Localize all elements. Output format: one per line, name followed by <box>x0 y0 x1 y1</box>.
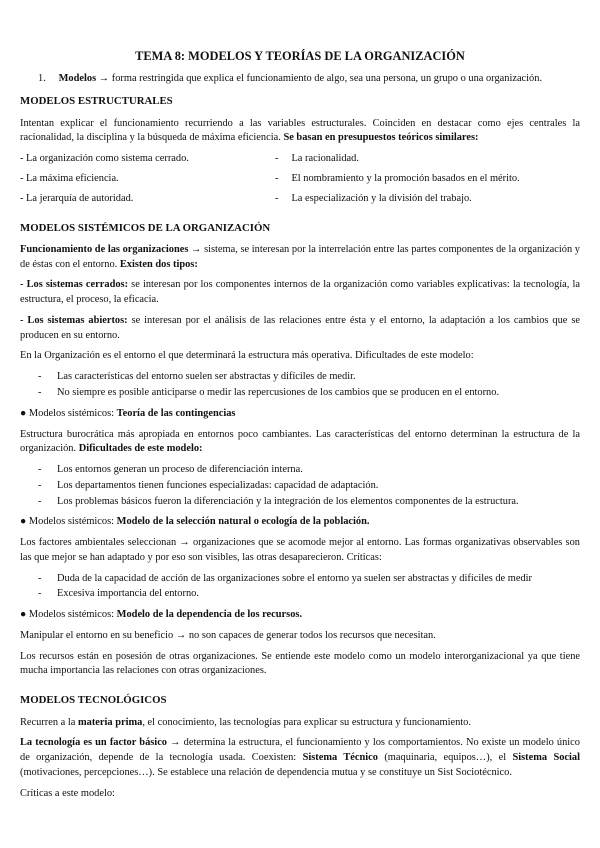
list-item <box>38 587 580 602</box>
dificultades-list <box>20 370 580 401</box>
contingencias-list <box>20 463 580 509</box>
grid-cell: - El nombramiento y la promoción basados en el mérito. <box>275 173 520 184</box>
arrow-symbol: → <box>98 72 110 84</box>
contingencias-text: Estructura burocrática más apropiada en entornos poco cambiantes. Las características del entorno determinan la estructura de la organización. <box>20 428 580 455</box>
func-text: sistema, se interesan por la interrelación entre las partes componentes de la organización y de éstas con el entorno. <box>20 243 580 270</box>
tecnologicos-paragraph-1 <box>20 716 580 731</box>
dependencia-text-a: Manipular el entorno en su beneficio <box>20 629 174 641</box>
item-number: 1. <box>38 72 46 84</box>
list-text: Excesiva importancia del entorno. <box>57 588 199 600</box>
estructurales-intro <box>20 117 580 147</box>
list-text: No siempre es posible anticiparse o medir las repercusiones de los cambios que se producen en el entorno. <box>57 386 500 398</box>
seleccion-paragraph <box>20 536 580 566</box>
heading-tecnologicos: MODELOS TECNOLÓGICOS <box>20 694 167 707</box>
contingencias-paragraph <box>20 428 580 458</box>
item-text: forma restringida que explica el funcionamiento de algo, sea una persona, un grupo o una organización. <box>111 72 543 84</box>
list-item <box>38 479 580 494</box>
p2-bold2: Sistema Técnico <box>302 752 378 764</box>
cerrados-bold: - Los sistemas cerrados: <box>20 279 129 291</box>
heading-sistemicos: MODELOS SISTÉMICOS DE LA ORGANIZACIÓN <box>20 221 271 234</box>
p2-text-c: (motivaciones, percepciones…). Se establece una relación de dependencia mutua y se constituye un Sist Sociotécnico. <box>20 766 512 778</box>
arrow-symbol: → <box>179 537 190 549</box>
bullet-prefix: Modelos sistémicos: <box>28 609 115 621</box>
dependencia-paragraph-2: Los recursos están en posesión de otras organizaciones. Se entiende este modelo como un modelo interorganizacional ya que tiene mucha importancia las relaciones con otras organizaciones. <box>20 650 580 677</box>
dash-marker: - <box>38 479 42 491</box>
numbered-item-modelos <box>20 72 580 87</box>
page-title: TEMA 8: MODELOS Y TEORÍAS DE LA ORGANIZACIÓN <box>135 49 465 63</box>
list-text: Duda de la capacidad de acción de las organizaciones sobre el entorno ya suelen ser abstractas y difíciles de medir <box>57 572 532 584</box>
func-bold2: Existen dos tipos: <box>119 258 198 270</box>
p1-text-b: , el conocimiento, las tecnologías para explicar su estructura y funcionamiento. <box>142 716 471 728</box>
contingencias-bold: Dificultades de este modelo: <box>78 443 203 455</box>
bullet-icon: ● <box>20 407 27 419</box>
bullet-bold: Modelo de la dependencia de los recursos. <box>116 609 303 621</box>
dash-marker: - <box>38 588 42 600</box>
seleccion-text-a: Los factores ambientales seleccionan <box>20 537 177 549</box>
list-item <box>38 495 580 510</box>
p2-bold: La tecnología es un factor básico <box>20 737 167 749</box>
func-bold: Funcionamiento de las organizaciones <box>20 243 189 255</box>
dash-marker: - <box>38 371 42 383</box>
grid-cell: - La máxima eficiencia. <box>20 173 119 184</box>
list-item <box>38 463 580 478</box>
p2-text-a: determina la estructura, el funcionamiento y los comportamientos. No existe un modelo único de organización, depende de la tecnología usada. Coexisten: <box>20 737 580 764</box>
cerrados-text: se interesan por los componentes internos de la organización como variables explicativas: la tecnología, la estructura, el proceso, la eficacia. <box>20 279 580 306</box>
p1-text-a: Recurren a la <box>20 716 76 728</box>
grid-cell: - La especialización y la división del trabajo. <box>275 192 472 204</box>
abiertos-bold: - Los sistemas abiertos: <box>20 314 128 326</box>
p1-bold: materia prima <box>78 716 143 728</box>
list-text: Los problemas básicos fueron la diferenciación y la integración de los elementos componentes de la estructura. <box>57 495 519 507</box>
bullet-prefix: Modelos sistémicos: <box>28 407 115 419</box>
dash-marker: - <box>38 572 42 584</box>
intro-text: Intentan explicar el funcionamiento recurriendo a las variables estructurales. Coinciden en destacar como ejes centrales la racionalidad, la disciplina y la búsqueda de máxima eficiencia. <box>20 117 580 144</box>
bullet-dependencia <box>20 608 580 623</box>
dependencia-text-b: no son capaces de generar todos los recursos que necesitan. <box>188 629 436 641</box>
seleccion-text-b: organizaciones que se acomode mejor al entorno. Las formas organizativas observables son las que mejor se han adaptado y por eso son visibles, las otras desaparecieron. Críticas: <box>20 537 580 563</box>
list-text: Los departamentos tienen funciones especializadas: capacidad de adaptación. <box>57 479 379 491</box>
grid-cell: - La organización como sistema cerrado. <box>20 153 189 165</box>
bullet-icon: ● <box>20 516 27 528</box>
tecnologicos-paragraph-2 <box>20 736 580 780</box>
abiertos-paragraph <box>20 314 580 344</box>
bullet-icon: ● <box>20 609 27 621</box>
abiertos-text: se interesan por el análisis de las relaciones entre ésta y el entorno, la adaptación a los cambios que se producen en su entorno. <box>20 314 580 341</box>
cerrados-paragraph <box>20 278 580 308</box>
intro-bold: Se basan en presupuestos teóricos similares: <box>283 132 479 144</box>
dash-marker: - <box>38 495 42 507</box>
bullet-prefix: Modelos sistémicos: <box>28 516 115 528</box>
bullet-contingencias <box>20 407 580 422</box>
list-text: Los entornos generan un proceso de diferenciación interna. <box>57 464 303 476</box>
p2-bold3: Sistema Social <box>512 752 581 764</box>
bullet-seleccion <box>20 515 580 530</box>
term-modelos: Modelos <box>58 72 97 84</box>
dash-marker: - <box>38 386 42 398</box>
seleccion-list <box>20 572 580 603</box>
bullet-bold: Teoría de las contingencias <box>116 407 236 419</box>
list-item <box>38 386 580 401</box>
funcionamiento-paragraph <box>20 243 580 273</box>
heading-estructurales: MODELOS ESTRUCTURALES <box>20 95 173 108</box>
bullet-bold: Modelo de la selección natural o ecología de la población. <box>116 516 370 528</box>
dependencia-paragraph-1 <box>20 629 580 644</box>
list-item <box>38 572 580 587</box>
entorno-paragraph: En la Organización es el entorno el que determinará la estructura más operativa. Dificultades de este modelo: <box>20 350 474 362</box>
tecnologicos-paragraph-3: Críticas a este modelo: <box>20 787 115 799</box>
dash-marker: - <box>38 464 42 476</box>
grid-cell: - La racionalidad. <box>275 153 359 165</box>
list-text: Las características del entorno suelen ser abstractas y difíciles de medir. <box>57 371 356 383</box>
presupuestos-grid <box>20 152 580 206</box>
p2-text-b: (maquinaria, equipos…), el <box>384 752 507 764</box>
grid-cell: - La jerarquía de autoridad. <box>20 192 134 204</box>
arrow-symbol: → <box>170 737 181 749</box>
arrow-symbol: → <box>175 629 187 641</box>
list-item <box>38 370 580 385</box>
arrow-symbol: → <box>191 243 202 255</box>
